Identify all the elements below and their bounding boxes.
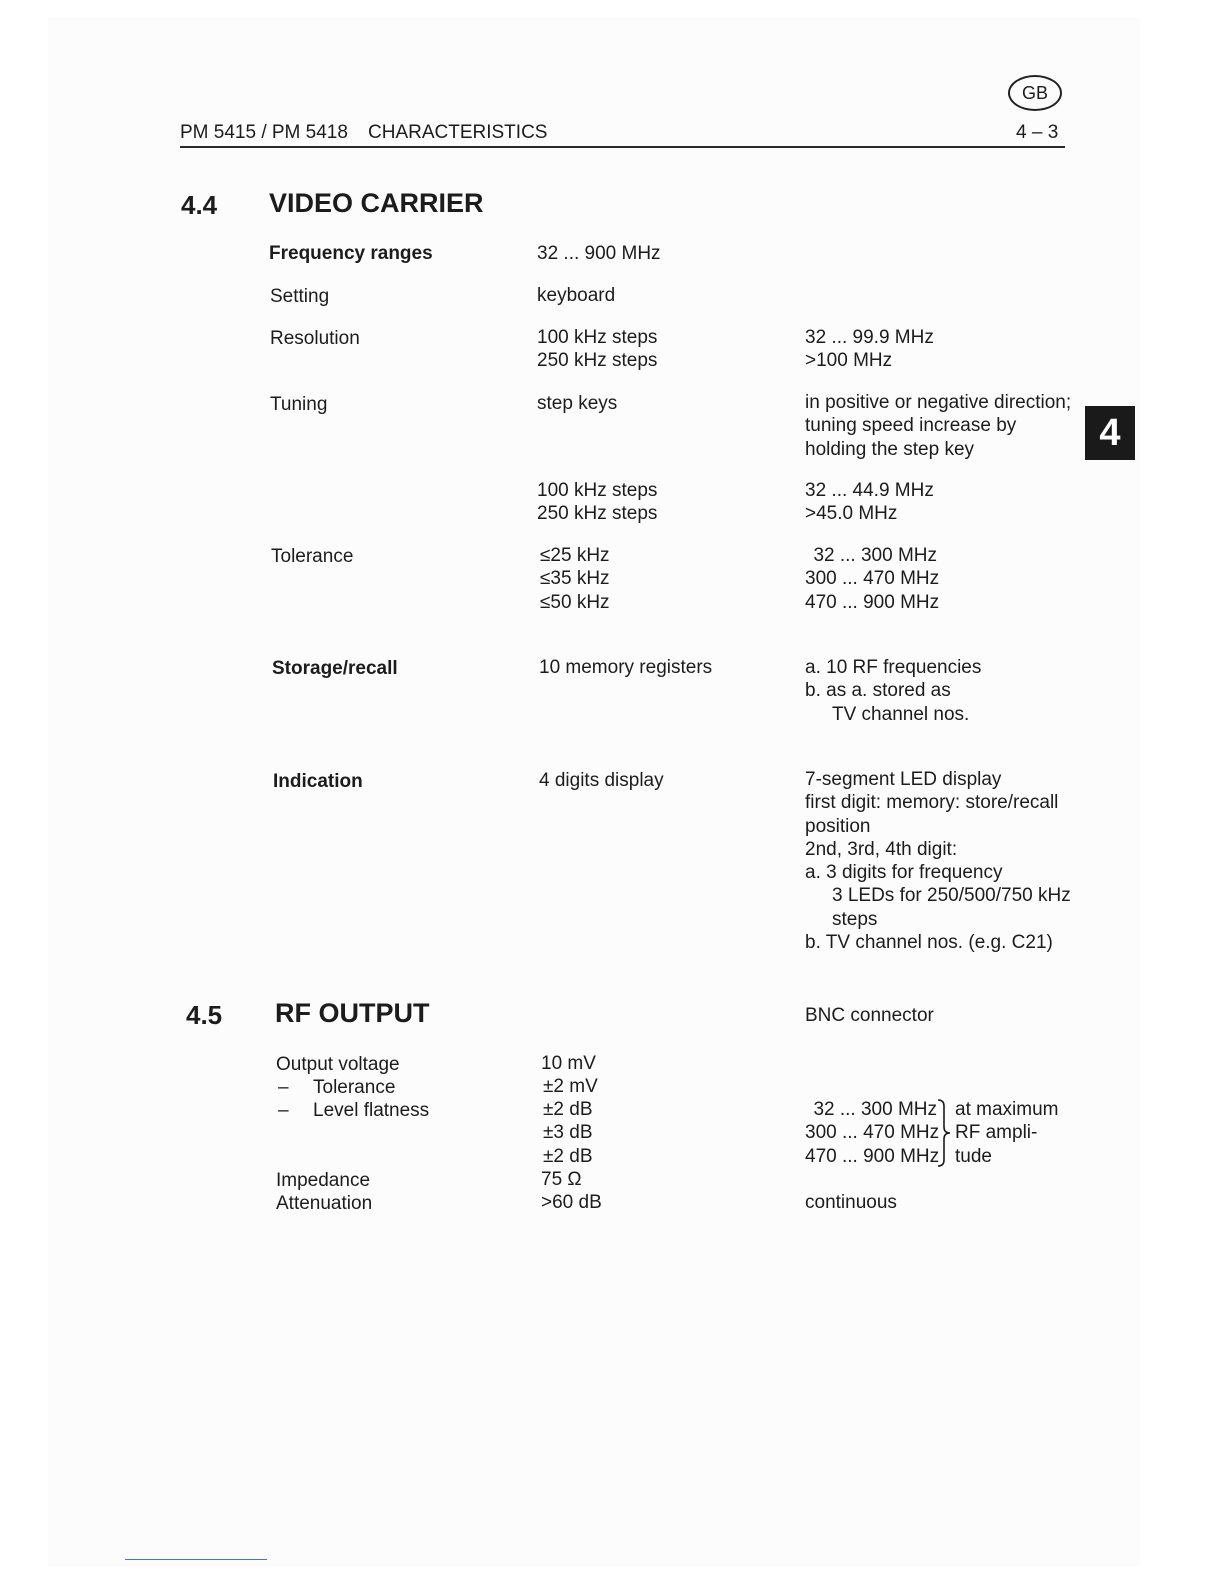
indication-note: 3 LEDs for 250/500/750 kHz [832,885,1071,907]
level-flatness-range: 32 ... 300 MHz [813,1099,937,1120]
level-flatness-remark [955,1098,1058,1168]
setting-value: keyboard [537,285,616,306]
setting-label: Setting [270,286,330,307]
tuning-step: 250 kHz steps [537,503,658,525]
indication-note: steps [832,908,878,930]
indication-note: position [805,815,871,837]
tuning-step: 100 kHz steps [537,480,658,501]
rf-tolerance-label: Tolerance [313,1077,396,1098]
indication-value: 4 digits display [539,770,664,791]
tuning-note: tuning speed increase by [805,415,1017,437]
right-brace-icon [936,1098,952,1168]
tuning-note: in positive or negative direction; [805,392,1072,413]
tolerance-values [540,544,610,614]
level-flatness-remark-line: tude [955,1145,992,1167]
attenuation-value: >60 dB [541,1192,602,1213]
storage-note: b. as a. stored as [805,680,951,702]
resolution-note: 32 ... 99.9 MHz [805,327,934,348]
chapter-tab-marker: 4 [1085,406,1135,460]
indication-note: a. 3 digits for frequency [805,862,1003,884]
resolution-note: >100 MHz [805,350,893,372]
level-flatness-remark-line: at maximum [955,1099,1059,1120]
output-voltage-value: 10 mV [541,1053,596,1074]
level-flatness-label: Level flatness [313,1100,430,1121]
section-title-video: VIDEO CARRIER [269,188,484,218]
resolution-value: 100 kHz steps [537,327,658,348]
attenuation-label: Attenuation [276,1193,373,1214]
tolerance-value: ≤50 kHz [540,591,610,613]
tolerance-label: Tolerance [271,546,354,567]
header-page-number: 4 – 3 [1016,122,1059,143]
frequency-ranges-value: 32 ... 900 MHz [537,243,661,264]
tolerance-note: 32 ... 300 MHz [813,545,937,566]
output-voltage-label: Output voltage [276,1054,400,1075]
indication-note: b. TV channel nos. (e.g. C21) [805,932,1053,954]
tolerance-value: ≤25 kHz [540,545,610,566]
resolution-label: Resolution [270,328,360,349]
storage-label: Storage/recall [272,658,398,679]
indication-note: 2nd, 3rd, 4th digit: [805,838,958,860]
header-model: PM 5415 / PM 5418 [180,122,348,143]
level-flatness-range: 470 ... 900 MHz [805,1145,940,1167]
impedance-value: 75 Ω [541,1169,582,1190]
section-number-rf: 4.5 [186,1000,223,1030]
tolerance-dash: – [278,1077,289,1098]
indication-note: first digit: memory: store/recall [805,792,1059,814]
tuning-step-note: >45.0 MHz [805,503,898,525]
tuning-notes [805,391,1071,461]
impedance-label: Impedance [276,1170,371,1191]
tolerance-note: 300 ... 470 MHz [805,568,940,590]
level-flatness-remark-line: RF ampli- [955,1122,1038,1144]
header-rule [180,146,1065,148]
level-flatness-ranges [805,1098,940,1168]
attenuation-note: continuous [805,1192,897,1213]
storage-value: 10 memory registers [539,657,713,678]
rf-connector: BNC connector [805,1005,934,1026]
tuning-step-notes [805,479,934,526]
storage-note: TV channel nos. [832,703,970,725]
tuning-steps [537,479,657,526]
level-flatness-dash: – [278,1100,289,1121]
tolerance-notes [805,544,940,614]
level-flatness-values [543,1098,593,1168]
tuning-step-note: 32 ... 44.9 MHz [805,480,934,501]
level-flatness-value: ±3 dB [543,1122,593,1144]
resolution-value: 250 kHz steps [537,350,658,372]
resolution-values [537,326,657,373]
storage-note: a. 10 RF frequencies [805,657,982,678]
language-badge: GB [1008,75,1062,111]
bottom-link-underline [125,1559,267,1560]
tolerance-note: 470 ... 900 MHz [805,591,940,613]
storage-notes [805,656,981,726]
section-title-rf: RF OUTPUT [275,998,430,1028]
level-flatness-value: ±2 dB [543,1099,593,1120]
tuning-value: step keys [537,393,618,414]
level-flatness-range: 300 ... 470 MHz [805,1122,940,1144]
tuning-label: Tuning [270,394,328,415]
section-number-video: 4.4 [181,190,218,220]
indication-notes [805,768,1071,954]
indication-label: Indication [273,771,363,792]
header-chapter: CHARACTERISTICS [368,122,548,143]
resolution-notes [805,326,934,373]
tuning-note: holding the step key [805,438,975,460]
frequency-ranges-label: Frequency ranges [269,243,433,264]
rf-tolerance-value: ±2 mV [543,1076,598,1097]
level-flatness-value: ±2 dB [543,1145,593,1167]
tolerance-value: ≤35 kHz [540,568,610,590]
indication-note: 7-segment LED display [805,769,1002,790]
